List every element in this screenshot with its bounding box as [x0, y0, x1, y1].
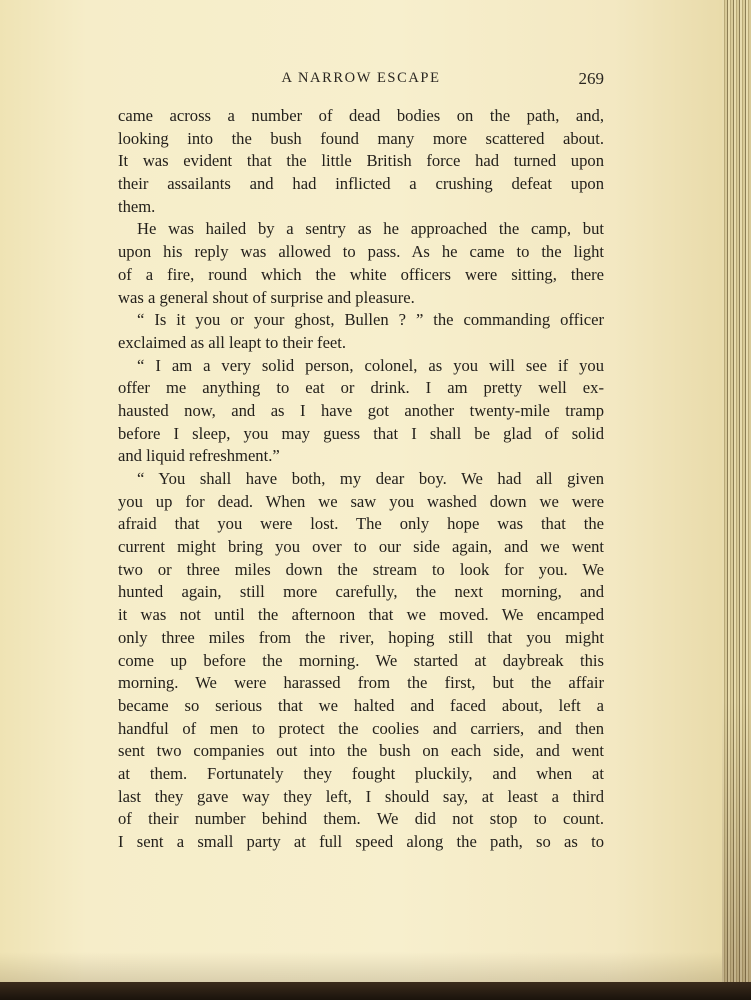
- text-line: before I sleep, you may guess that I shall be glad of solid: [118, 423, 604, 443]
- text-line: offer me anything to eat or drink. I am pretty well ex-: [118, 378, 604, 398]
- text-line: come up before the morning. We started at daybreak this: [118, 650, 604, 670]
- text-line: became so serious that we halted and faced about, left a: [118, 695, 604, 715]
- body-text: [118, 105, 604, 854]
- text-line: and liquid refreshment.”: [118, 446, 280, 466]
- text-line: hunted again, still more carefully, the next morning, and: [118, 582, 604, 602]
- text-line: “ I am a very solid person, colonel, as you will see if you: [137, 355, 604, 375]
- text-line: it was not until the afternoon that we moved. We encamped: [118, 605, 604, 625]
- text-line: “ You shall have both, my dear boy. We had all given: [137, 469, 604, 488]
- running-title: A NARROW ESCAPE: [281, 70, 441, 86]
- text-line: was a general shout of surprise and pleasure.: [118, 287, 415, 307]
- text-line: hausted now, and as I have got another twenty-mile tramp: [118, 400, 604, 420]
- text-line: He was hailed by a sentry as he approached the camp, but: [137, 219, 604, 239]
- text-line: It was evident that the little British force had turned upon: [118, 151, 604, 171]
- book-binding: [0, 982, 751, 1000]
- text-line: of a fire, round which the white officers were sitting, there: [118, 264, 604, 284]
- text-line: current might bring you over to our side again, and we went: [118, 537, 604, 557]
- text-line: last they gave way they left, I should say, at least a third: [118, 786, 604, 806]
- text-line: only three miles from the river, hoping still that you might: [118, 627, 604, 647]
- text-line: came across a number of dead bodies on the path, and,: [118, 106, 604, 125]
- text-line: at them. Fortunately they fought pluckily, and when at: [118, 763, 604, 783]
- page-header: [118, 70, 604, 92]
- page-bottom-shadow: [0, 952, 722, 982]
- text-line: morning. We were harassed from the first, but the affair: [118, 673, 604, 693]
- text-line: you up for dead. When we saw you washed down we were: [118, 491, 604, 511]
- text-line: afraid that you were lost. The only hope was that the: [118, 514, 604, 534]
- text-line: of their number behind them. We did not stop to count.: [118, 809, 604, 829]
- text-line: upon his reply was allowed to pass. As he came to the light: [118, 242, 604, 262]
- text-line: “ Is it you or your ghost, Bullen ? ” the commanding officer: [137, 310, 604, 330]
- text-line: them.: [118, 196, 156, 216]
- text-line: looking into the bush found many more scattered about.: [118, 128, 604, 148]
- text-line: exclaimed as all leapt to their feet.: [118, 332, 347, 352]
- text-line: handful of men to protect the coolies and carriers, and then: [118, 718, 604, 738]
- page-edges: [722, 0, 751, 1000]
- text-line: their assailants and had inflicted a crushing defeat upon: [118, 174, 604, 194]
- text-line: I sent a small party at full speed along the path, so as to: [118, 832, 604, 851]
- text-line: two or three miles down the stream to look for you. We: [118, 559, 604, 579]
- page-number: 269: [578, 69, 604, 88]
- text-line: sent two companies out into the bush on each side, and went: [118, 741, 604, 761]
